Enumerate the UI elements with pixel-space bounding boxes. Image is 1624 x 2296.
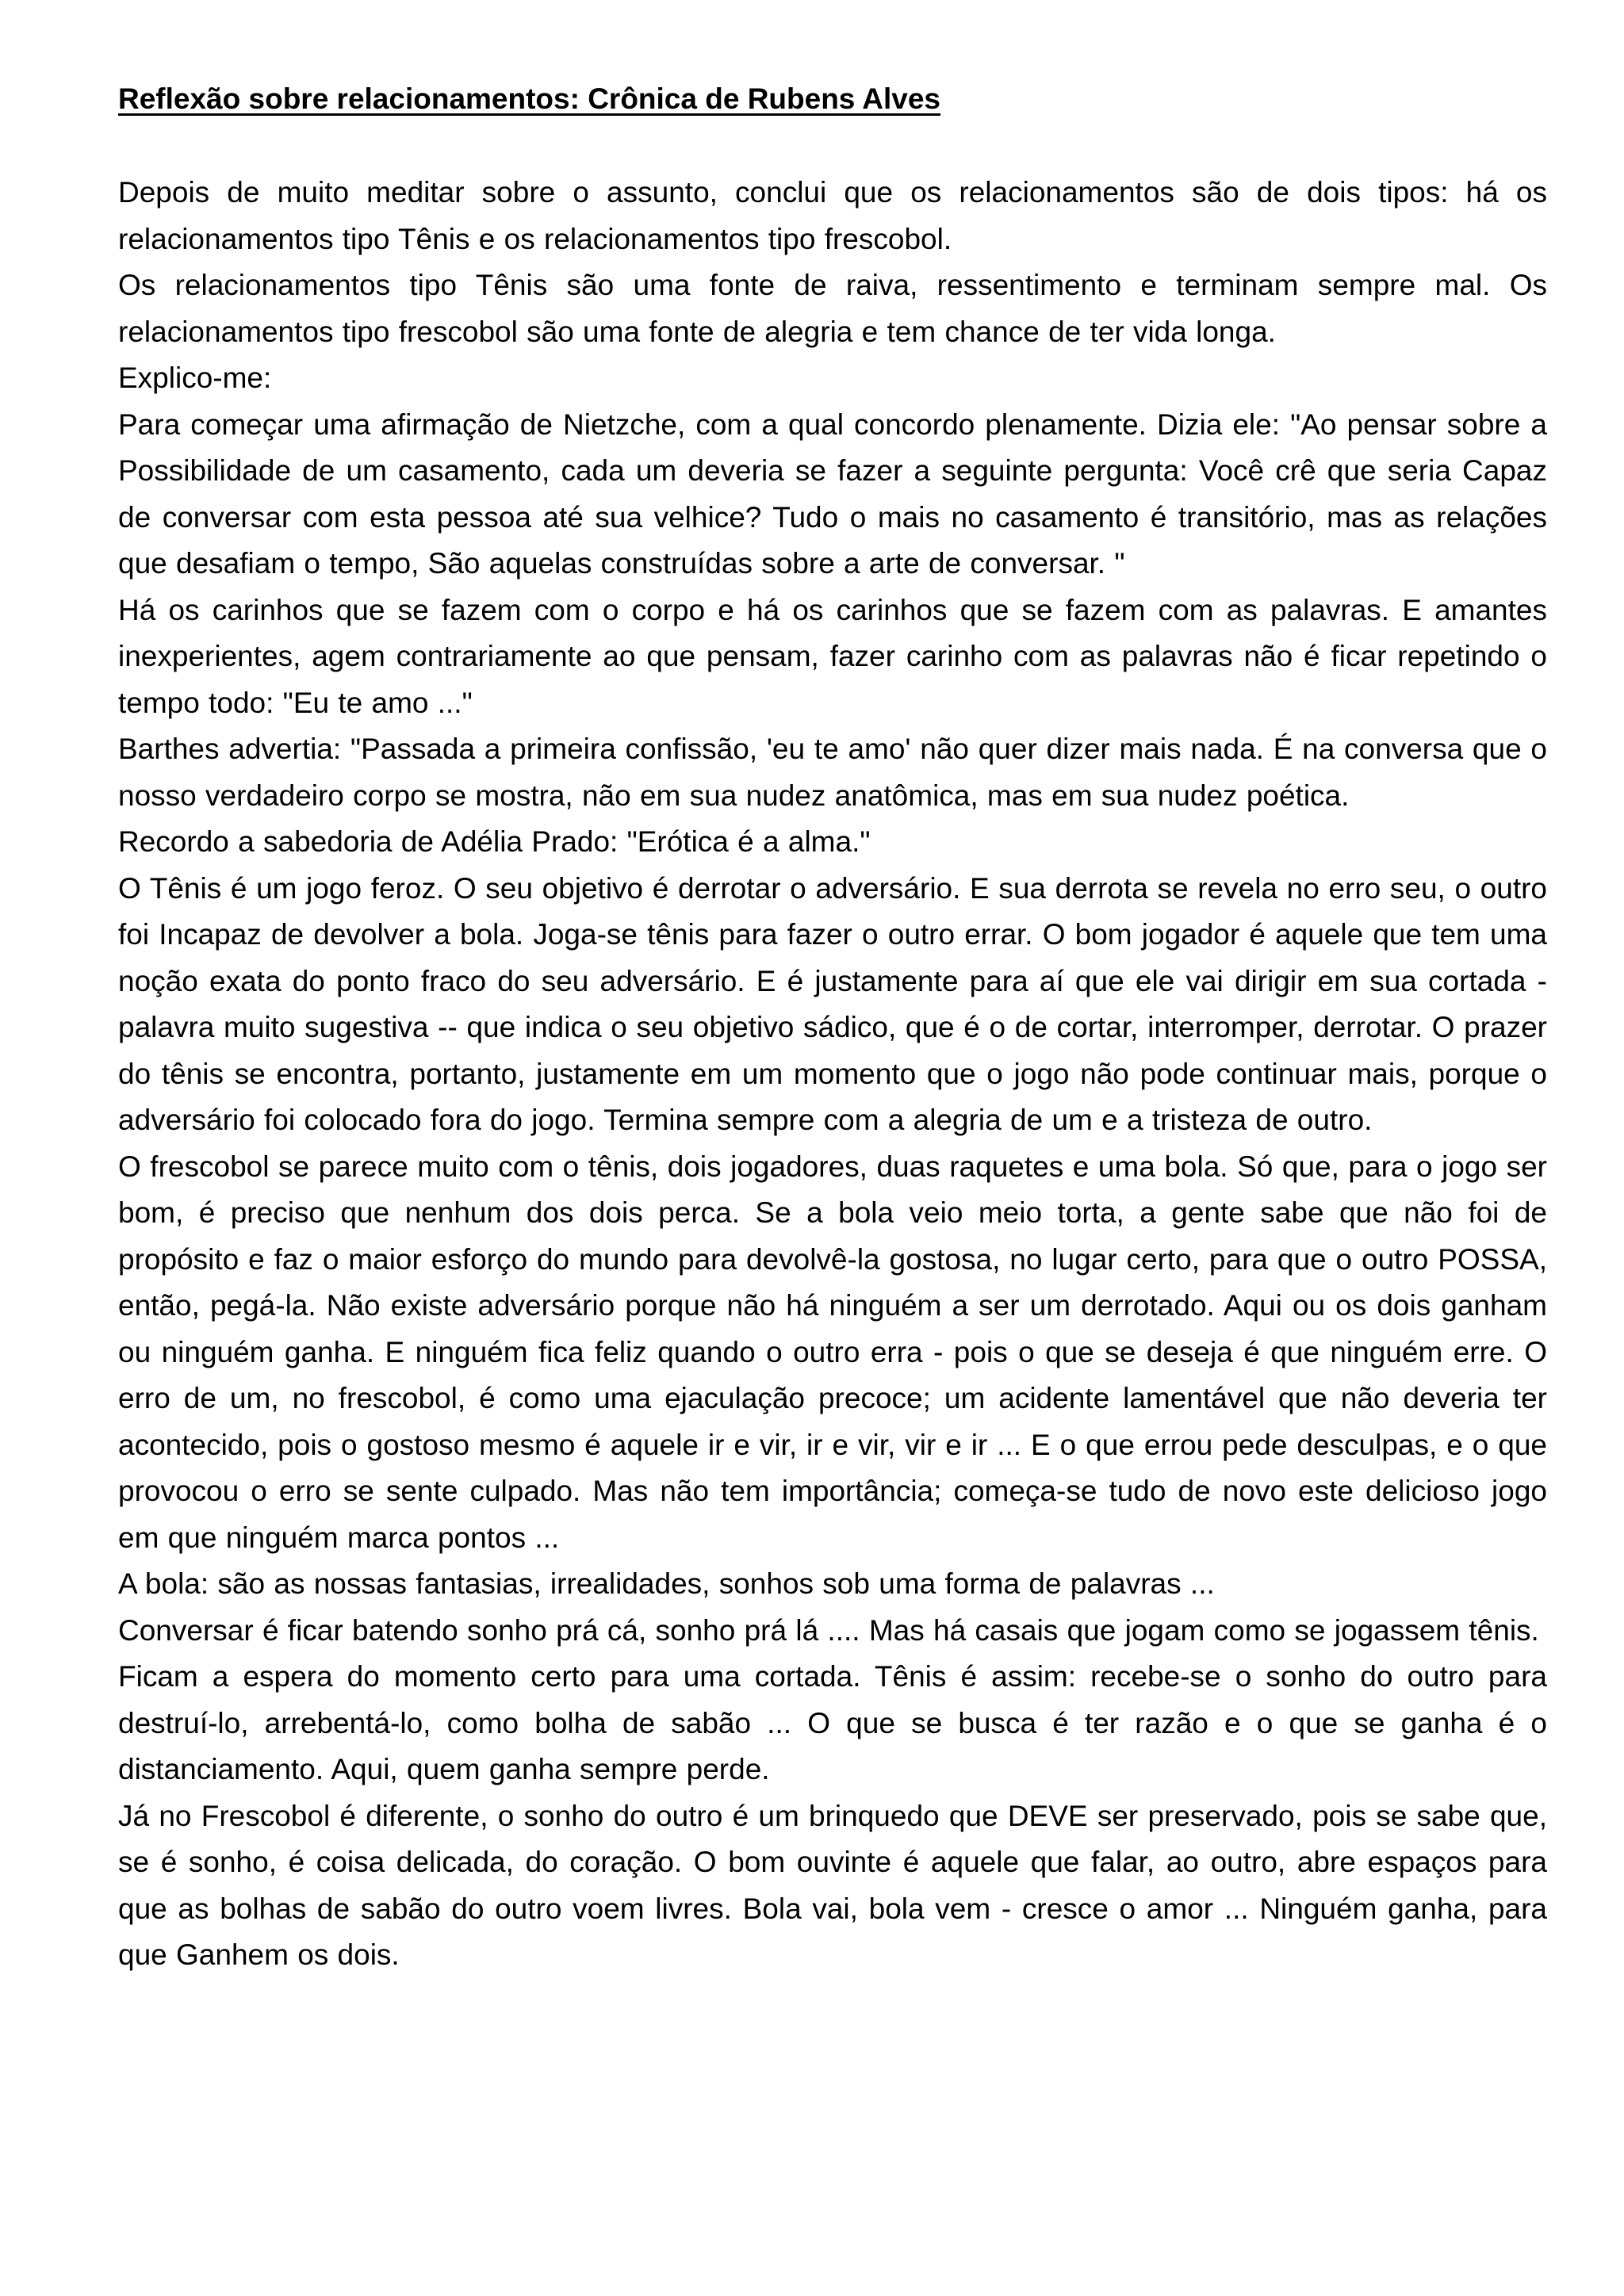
document-body [118,76,1547,1979]
paragraph-intro: Depois de muito meditar sobre o assunto, conclui que os relacionamentos são de dois tipos: há os relacionamentos tipo Tênis e os relacionamentos tipo frescobol. [118,176,1547,255]
paragraph-frescobol: O frescobol se parece muito com o tênis, dois jogadores, duas raquetes e uma bola. Só que, para o jogo ser bom, é preciso que nenhum dos dois perca. Se a bola veio meio torta, a gente sabe que não foi de propósito e faz o maior esforço do mundo para devolvê-la gostosa, no lugar certo, para que o outro POSSA, então, pegá-la. Não existe adversário porque não há ninguém a ser um derrotado. Aqui ou os dois ganham ou ninguém ganha. E ninguém fica feliz quando o outro erra - pois o que se deseja é que ninguém erre. O erro de um, no frescobol, é como uma ejaculação precoce; um acidente lamentável que não deveria ter acontecido, pois o gostoso mesmo é aquele ir e vir, ir e vir, vir e ir ... E o que errou pede desculpas, e o que provocou o erro se sente culpado. Mas não tem importância; começa-se tudo de novo este delicioso jogo em que ninguém marca pontos ... [118,1150,1547,1554]
paragraph-cortada: Ficam a espera do momento certo para uma cortada. Tênis é assim: recebe-se o sonho do outro para destruí-lo, arrebentá-lo, como bolha de sabão ... O que se busca é ter razão e o que se ganha é o distanciamento. Aqui, quem ganha sempre perde. [118,1660,1547,1785]
paragraph-conclusao: Já no Frescobol é diferente, o sonho do outro é um brinquedo que DEVE ser preservado, pois se sabe que, se é sonho, é coisa delicada, do coração. O bom ouvinte é aquele que falar, ao outro, abre espaços para que as bolhas de sabão do outro voem livres. Bola vai, bola vem - cresce o amor ... Ninguém ganha, para que Ganhem os dois. [118,1799,1547,1971]
paragraph-explico: Explico-me: [118,362,272,394]
paragraph-conversar: Conversar é ficar batendo sonho prá cá, sonho prá lá .... Mas há casais que jogam como se jogassem tênis. [118,1613,1539,1647]
paragraph-carinhos: Há os carinhos que se fazem com o corpo e há os carinhos que se fazem com as palavras. E amantes inexperientes, agem contrariamente ao que pensam, fazer carinho com as palavras não é ficar repetindo o tempo todo: "Eu te amo ..." [118,593,1547,719]
paragraph-nietzche: Para começar uma afirmação de Nietzche, com a qual concordo plenamente. Dizia ele: "Ao pensar sobre a Possibilidade de um casamento, cada um deveria se fazer a seguinte pergunta: Você crê que seria Capaz de conversar com esta pessoa até sua velhice? Tudo o mais no casamento é transitório, mas as relações que desafiam o tempo, São aquelas construídas sobre a arte de conversar. " [118,408,1547,580]
paragraph-types: Os relacionamentos tipo Tênis são uma fonte de raiva, ressentimento e terminam sempre mal. Os relacionamentos tipo frescobol são uma fonte de alegria e tem chance de ter vida longa. [118,269,1547,348]
paragraph-adelia: Recordo a sabedoria de Adélia Prado: "Erótica é a alma." [118,825,871,858]
paragraph-bola: A bola: são as nossas fantasias, irrealidades, sonhos sob uma forma de palavras ... [118,1567,1215,1600]
document-title: Reflexão sobre relacionamentos: Crônica de Rubens Alves [118,82,941,115]
paragraph-tenis: O Tênis é um jogo feroz. O seu objetivo é derrotar o adversário. E sua derrota se revela no erro seu, o outro foi Incapaz de devolver a bola. Joga-se tênis para fazer o outro errar. O bom jogador é aquele que tem uma noção exata do ponto fraco do seu adversário. E é justamente para aí que ele vai dirigir em sua cortada - palavra muito sugestiva -- que indica o seu objetivo sádico, que é o de cortar, interromper, derrotar. O prazer do tênis se encontra, portanto, justamente em um momento que o jogo não pode continuar mais, porque o adversário foi colocado fora do jogo. Termina sempre com a alegria de um e a tristeza de outro. [118,871,1547,1136]
paragraph-barthes: Barthes advertia: "Passada a primeira confissão, 'eu te amo' não quer dizer mais nada. É na conversa que o nosso verdadeiro corpo se mostra, não em sua nudez anatômica, mas em sua nudez poética. [118,733,1547,812]
